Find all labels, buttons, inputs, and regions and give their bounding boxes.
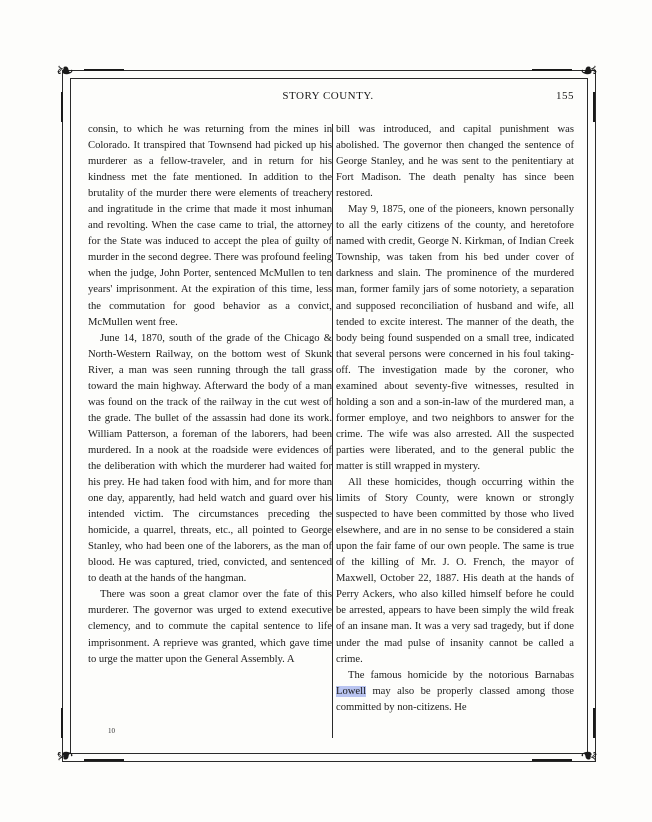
border-flourish xyxy=(593,92,595,122)
border-flourish xyxy=(61,92,63,122)
corner-ornament-bottom-right: ❧ xyxy=(579,743,599,768)
border-flourish xyxy=(84,759,124,761)
page-number: 155 xyxy=(556,90,574,102)
paragraph: All these homicides, though occurring within the limits of Story County, were known or strongly suspected to have been committed by those who lived elsewhere, and are in no sense to be considered a stain upon the fair fame of our own people. The same is true of the killing of Mr. J. O. French, the mayor of Maxwell, October 22, 1887. His death at the hands of Perry Ackers, who also killed himself before he could be arrested, appears to have been simply the wild freak of an insane man. It was a very sad tragedy, but if done under the mad pulse of insanity cannot be called a crime. xyxy=(336,477,574,665)
paragraph xyxy=(336,668,574,716)
corner-ornament-top-left: ❧ xyxy=(55,58,75,83)
paragraph: June 14, 1870, south of the grade of the Chicago & North-Western Railway, on the bottom west of Skunk River, a man was seen running through the tall grass toward the main highway. Afterward the body of a man was found on the track of the railway in the cut west of the grade. The bullet of the assassin had done its work. William Patterson, a foreman of the laborers, had been murdered. In a nook at the roadside were evidences of the deliberation with which the murderer had waited for his prey. He had taken food with him, and for more than one day, apparently, had held watch and guard over his intended victim. The circumstances preceding the homicide, a quarrel, threats, etc., all pointed to George Stanley, who had been one of the laborers, as the man of blood. He was captured, tried, convicted, and sentenced to death at the hands of the hangman. xyxy=(88,332,332,585)
text-run: may also be properly classed among those committed by non-citizens. He xyxy=(336,685,574,713)
running-title: STORY COUNTY. xyxy=(282,90,374,102)
right-column xyxy=(336,122,574,716)
border-flourish xyxy=(84,69,124,71)
border-flourish xyxy=(593,708,595,738)
border-flourish xyxy=(532,759,572,761)
paragraph: consin, to which he was returning from the mines in Colorado. It transpired that Townsend had picked up his murderer as a fellow-traveler, and in return for his kindness met the fate mentioned. In addition to the brutality of the murder there were elements of treachery and ingratitude in the crime that made it most inhuman and revolting. When the case came to trial, the attorney for the State was induced to accept the plea of guilty of murder in the second degree. There was profound feeling when the judge, John Porter, sentenced McMullen to ten years' imprisonment. At the expiration of this time, less the commutation for good behavior as a convict, McMullen went free. xyxy=(88,124,332,328)
paragraph: There was soon a great clamor over the fate of this murderer. The governor was urged to extend executive clemency, and to commute the capital sentence to life imprisonment. A reprieve was granted, which gave time to urge the matter upon the General Assembly. A xyxy=(88,589,332,665)
paragraph: May 9, 1875, one of the pioneers, known personally to all the early citizens of the county, and heretofore named with credit, George N. Kirkman, of Indian Creek Township, was taken from his bed under cover of darkness and slain. The prominence of the murdered man, former family jars of some notoriety, a separation and supposed reconciliation of husband and wife, all tended to excite interest. The manner of the death, the body being found suspended on a small tree, indicated that several persons were concerned in his foul taking-off. The investigation made by the coroner, who examined about seventy-five witnesses, resulted in holding a son and a son-in-law of the murdered man, a former employe, and two neighbors to answer for the crime. The wife was also arrested. All the suspected parties were liberated, and to the general public the matter is still wrapped in mystery. xyxy=(336,204,574,472)
column-divider xyxy=(332,124,333,738)
text-run: The famous homicide by the notorious Barnabas xyxy=(348,669,574,681)
corner-ornament-top-right: ❧ xyxy=(579,58,599,83)
left-column xyxy=(88,122,332,668)
signature-mark: 10 xyxy=(108,727,115,735)
border-flourish xyxy=(61,708,63,738)
border-flourish xyxy=(532,69,572,71)
page-header xyxy=(82,90,574,106)
search-highlight[interactable]: Lowell xyxy=(336,685,367,697)
corner-ornament-bottom-left: ❧ xyxy=(55,743,75,768)
paragraph: bill was introduced, and capital punishment was abolished. The governor then changed the sentence of George Stanley, and he was sent to the penitentiary at Fort Madison. The death penalty has since been restored. xyxy=(336,124,574,200)
